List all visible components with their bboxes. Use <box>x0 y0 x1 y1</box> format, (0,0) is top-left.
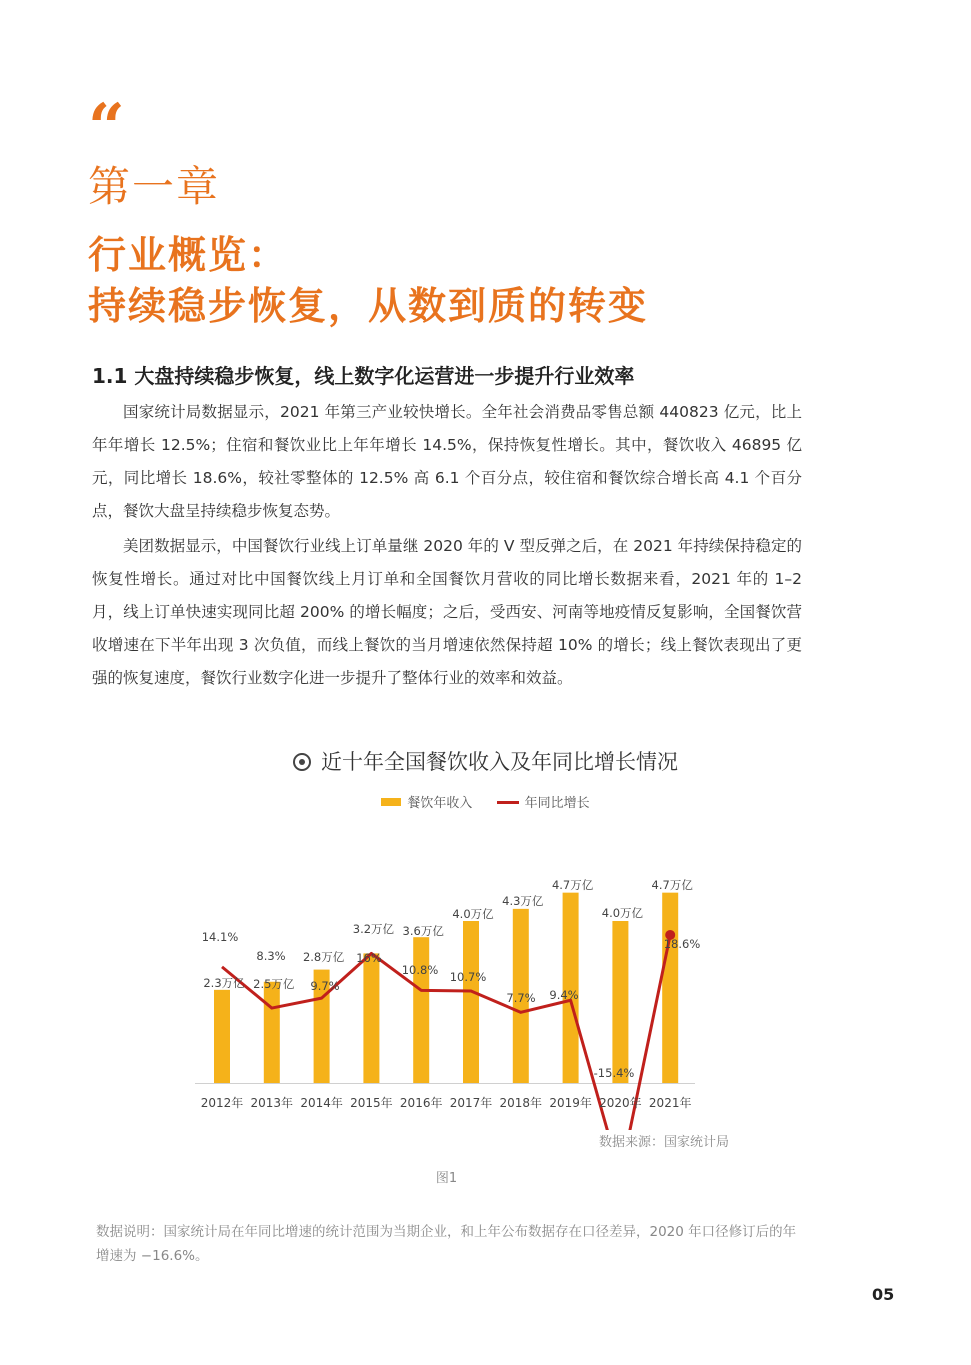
legend-label-growth: 年同比增长 <box>524 796 590 811</box>
bar-value-label: 4.7万亿 <box>651 878 693 892</box>
bar-value-label: 4.3万亿 <box>502 894 544 908</box>
body-paragraph-2: 美团数据显示，中国餐饮行业线上订单量继 2020 年的 V 型反弹之后，在 2021 年持续保持稳定的恢复性增长。通过对比中国餐饮线上月订单和全国餐饮月营收的同比增长数据来看，2021 年的 1–2 月，线上订单快速实现同比超 200% 的增长幅度；之后，受西安、河南等地疫情反复影响，全国餐饮营收增速在下半年出现 3 次负值，而线上餐饮的当月增速依然保持超 10% 的增长；线上餐饮表现出了更强的恢复速度，餐饮行业数字化进一步提升了整体行业的效率和效益。 <box>92 537 802 687</box>
x-tick-label: 2020年 <box>599 1096 642 1110</box>
x-tick-label: 2021年 <box>648 1096 692 1110</box>
bar-value-label: 3.2万亿 <box>352 922 395 936</box>
growth-value-label: 10.8% <box>401 963 439 977</box>
bar-2012年 <box>214 990 230 1083</box>
headline-line-2: 持续稳步恢复，从数到质的转变 <box>88 284 649 328</box>
bar-value-label: 2.5万亿 <box>253 977 295 991</box>
growth-value-label: 7.7% <box>506 991 536 1005</box>
body-paragraph-1: 国家统计局数据显示，2021 年第三产业较快增长。全年社会消费品零售总额 440823 亿元，比上年年增长 12.5%；住宿和餐饮业比上年年增长 14.5%，保持恢复性增长。其中，餐饮收入 46895 亿元，同比增长 18.6%，较社零整体的 12.5% 高 6.1 个百分点，较住宿和餐饮综合增长高 4.1 个百分点，餐饮大盘呈持续稳步恢复态势。 <box>92 403 802 520</box>
quote-mark: “ <box>88 90 125 165</box>
x-tick-label: 2015年 <box>350 1096 393 1110</box>
headline-line-1: 行业概览： <box>88 233 289 277</box>
bar-value-label: 2.8万亿 <box>302 950 345 964</box>
x-tick-label: 2012年 <box>200 1096 244 1110</box>
x-tick-label: 2019年 <box>549 1096 592 1110</box>
growth-value-label: 18.6% <box>663 937 701 951</box>
x-tick-label: 2013年 <box>250 1096 294 1110</box>
growth-value-label: 16% <box>356 951 382 965</box>
bar-2015年 <box>363 953 379 1083</box>
x-tick-label: 2017年 <box>449 1096 493 1110</box>
growth-value-label: 9.7% <box>310 979 340 993</box>
bar-value-label: 4.7万亿 <box>551 878 594 892</box>
growth-value-label: 9.4% <box>549 988 579 1002</box>
legend-label-revenue: 餐饮年收入 <box>407 796 473 811</box>
bar-value-label: 3.6万亿 <box>402 924 444 938</box>
bar-2020年 <box>612 921 628 1083</box>
bar-value-label: 4.0万亿 <box>601 906 644 920</box>
growth-value-label: 10.7% <box>449 970 487 984</box>
data-note: 数据说明：国家统计局在年同比增速的统计范围为当期企业，和上年公布数据存在口径差异，2020 年口径修订后的年增速为 −16.6%。 <box>96 1224 797 1264</box>
growth-value-label: -15.4% <box>593 1066 635 1080</box>
growth-value-label: 8.3% <box>256 949 286 963</box>
data-source: 数据来源：国家统计局 <box>599 1135 730 1150</box>
x-tick-label: 2016年 <box>399 1096 443 1110</box>
page-number: 05 <box>872 1285 895 1304</box>
figure-caption: 图1 <box>435 1171 458 1186</box>
x-tick-label: 2014年 <box>300 1096 343 1110</box>
growth-value-label: 14.1% <box>201 930 239 944</box>
bar-2016年 <box>413 937 429 1083</box>
bar-value-label: 4.0万亿 <box>452 907 494 921</box>
bar-2013年 <box>264 982 280 1083</box>
section-title: 1.1 大盘持续稳步恢复，线上数字化运营进一步提升行业效率 <box>92 364 635 388</box>
bar-value-label: 2.3万亿 <box>203 976 245 990</box>
bar-2021年 <box>662 893 678 1083</box>
bar-2017年 <box>463 921 479 1083</box>
x-tick-label: 2018年 <box>499 1096 543 1110</box>
chapter-label: 第一章 <box>88 162 221 211</box>
chart-title-text: 近十年全国餐饮收入及年同比增长情况 <box>321 750 678 774</box>
